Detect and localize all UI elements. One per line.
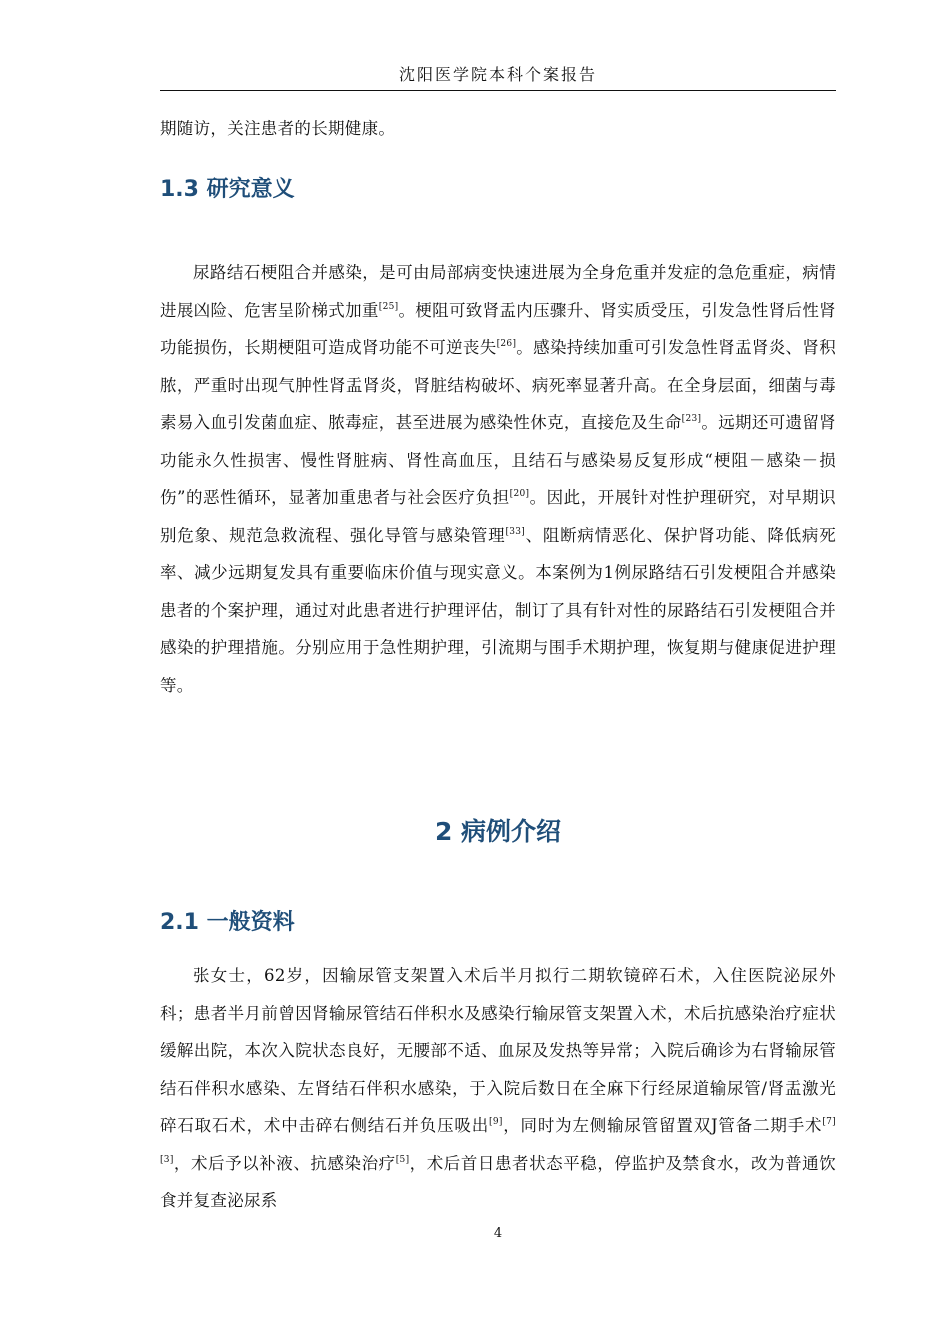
- text-run: 。因此，开展针对性护理研究，对早期识别危象、规范急救流程、强化导管与感染管理: [160, 488, 836, 545]
- citation-ref: [33]: [505, 526, 526, 537]
- section-heading-1-3: 1.3 研究意义: [160, 177, 295, 202]
- paragraph-general-information: [160, 957, 836, 1220]
- citation-ref: [26]: [496, 339, 517, 349]
- citation-ref: [23]: [681, 414, 702, 424]
- citation-ref: [7][3]: [160, 1117, 836, 1165]
- continued-paragraph: 期随访，关注患者的长期健康。: [160, 119, 396, 138]
- paragraph-research-significance: [160, 254, 836, 704]
- citation-ref: [20]: [509, 489, 530, 499]
- header-rule: [160, 90, 836, 91]
- section-heading-2-1: 2.1 一般资料: [160, 910, 295, 935]
- text-run: 。梗阻可致肾盂内压骤升、肾实质受压，引发急性肾后性肾功能损伤，长期梗阻可造成肾功能不可逆丧失: [160, 300, 836, 357]
- text-run: ，术后首日患者状态平稳，停监护及禁食水，改为普通饮食并复查泌尿系: [160, 1153, 836, 1210]
- citation-ref: [25]: [378, 301, 399, 312]
- citation-ref: [9]: [489, 1117, 503, 1127]
- text-run: 张女士，62岁，因输尿管支架置入术后半月拟行二期软镜碎石术，入住医院泌尿外科；患者半月前曾因肾输尿管结石伴积水及感染行输尿管支架置入术，术后抗感染治疗症状缓解出院，本次入院状态良好，无腰部不适、血尿及发热等异常；入院后确诊为右肾输尿管结石伴积水感染、左肾结石伴积水感染，于入院后数日在全麻下行经尿道输尿管/肾盂激光碎石取石术，术中击碎右侧结石并负压吸出: [160, 966, 836, 1135]
- text-run: 、阻断病情恶化、保护肾功能、降低病死率、减少远期复发具有重要临床价值与现实意义。本案例为1例尿路结石引发梗阻合并感染患者的个案护理，通过对此患者进行护理评估，制订了具有针对性的尿路结石引发梗阻合并感染的护理措施。分别应用于急性期护理，引流期与围手术期护理，恢复期与健康促进护理等。: [160, 525, 837, 695]
- text-run: ，术后予以补液、抗感染治疗: [173, 1153, 396, 1173]
- chapter-heading-2: 2 病例介绍: [434, 817, 562, 846]
- page-number: 4: [493, 1226, 503, 1241]
- text-run: 。远期还可遗留肾功能永久性损害、慢性肾脏病、肾性高血压，且结石与感染易反复形成“梗阻－感染－损伤”的恶性循环，显著加重患者与社会医疗负担: [160, 413, 836, 507]
- citation-ref: [5]: [395, 1154, 410, 1165]
- page-header: 沈阳医学院本科个案报告: [398, 65, 597, 84]
- text-run: ，同时为左侧输尿管留置双J管备二期手术: [502, 1116, 823, 1135]
- text-run: 尿路结石梗阻合并感染，是可由局部病变快速进展为全身危重并发症的急危重症，病情进展凶险、危害呈阶梯式加重: [160, 263, 836, 320]
- text-run: 。感染持续加重可引发急性肾盂肾炎、肾积脓，严重时出现气肿性肾盂肾炎，肾脏结构破坏、病死率显著升高。在全身层面，细菌与毒素易入血引发菌血症、脓毒症，甚至进展为感染性休克，直接危及生命: [160, 338, 837, 432]
